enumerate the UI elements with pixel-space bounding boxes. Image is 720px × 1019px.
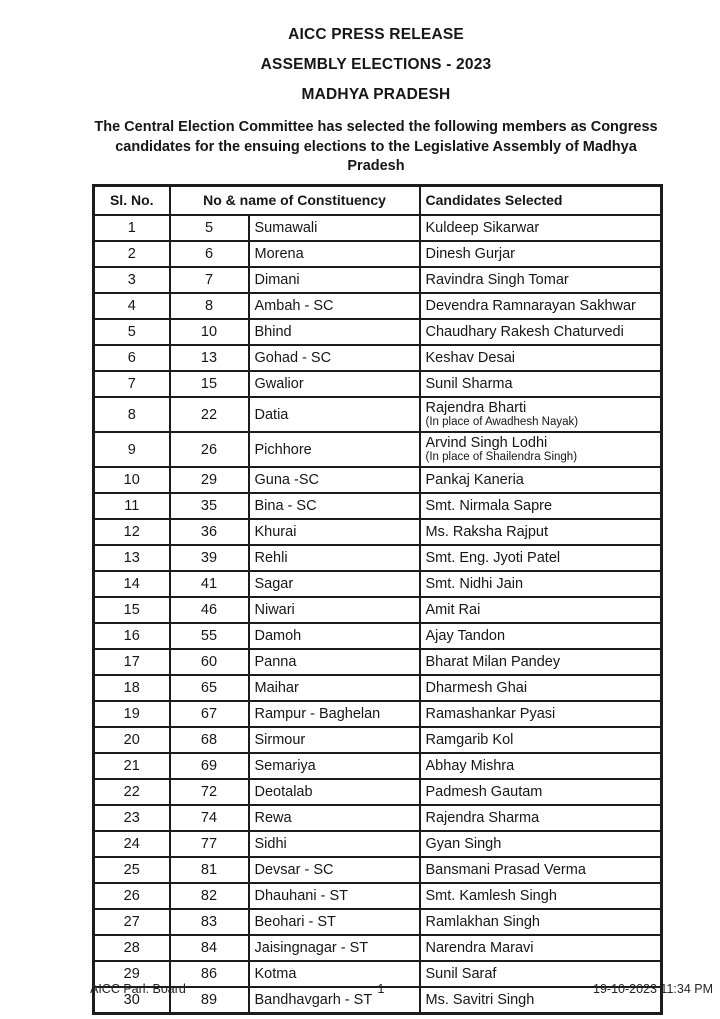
sl-no-cell: 11: [94, 493, 170, 519]
candidate-cell: [420, 293, 662, 319]
candidate-cell: [420, 215, 662, 241]
candidate-name: Narendra Maravi: [425, 940, 534, 956]
constituency-name-cell: Datia: [249, 397, 420, 432]
table-row: [94, 345, 662, 371]
state-title: MADHYA PRADESH: [301, 86, 451, 103]
candidate-cell: [420, 467, 662, 493]
candidate-name: Ajay Tandon: [425, 628, 506, 644]
candidate-name: Gyan Singh: [425, 836, 502, 852]
candidate-cell: [420, 935, 662, 961]
press-release-title: AICC PRESS RELEASE: [288, 26, 464, 43]
constituency-name-cell: Damoh: [249, 623, 420, 649]
sl-no-cell: 14: [94, 571, 170, 597]
table-row: [94, 857, 662, 883]
constituency-name-cell: Guna -SC: [249, 467, 420, 493]
candidate-cell: [420, 857, 662, 883]
table-row: [94, 571, 662, 597]
table-row: [94, 293, 662, 319]
constituency-no-cell: 67: [170, 701, 249, 727]
sl-no-cell: 26: [94, 883, 170, 909]
footer-datetime: 19-10-2023 11:34 PM: [593, 982, 713, 996]
sl-no-cell: 12: [94, 519, 170, 545]
table-body: [94, 215, 662, 1013]
constituency-name-cell: Morena: [249, 241, 420, 267]
candidate-name: Devendra Ramnarayan Sakhwar: [425, 298, 636, 314]
constituency-name-cell: Bandhavgarh - ST: [249, 987, 420, 1013]
table-row: [94, 319, 662, 345]
constituency-no-cell: 55: [170, 623, 249, 649]
candidate-name: Ramgarib Kol: [425, 732, 514, 748]
constituency-name-cell: Beohari - ST: [249, 909, 420, 935]
candidate-cell: [420, 779, 662, 805]
candidate-name: Bansmani Prasad Verma: [425, 862, 586, 878]
table-row: [94, 831, 662, 857]
candidate-cell: [420, 432, 662, 467]
candidate-cell: [420, 831, 662, 857]
constituency-no-cell: 7: [170, 267, 249, 293]
sl-no-cell: 29: [94, 961, 170, 987]
sl-no-cell: 2: [94, 241, 170, 267]
constituency-name-cell: Gwalior: [249, 371, 420, 397]
candidate-cell: [420, 345, 662, 371]
candidate-name: Ms. Savitri Singh: [425, 991, 535, 1008]
sl-no-cell: 22: [94, 779, 170, 805]
table-row: [94, 935, 662, 961]
candidate-note: (In place of Shailendra Singh): [425, 451, 578, 463]
table-row: [94, 371, 662, 397]
constituency-no-cell: 86: [170, 961, 249, 987]
sl-no-cell: 13: [94, 545, 170, 571]
table-row: [94, 883, 662, 909]
sl-no-cell: 20: [94, 727, 170, 753]
elections-title: ASSEMBLY ELECTIONS - 2023: [260, 56, 492, 73]
table-row: [94, 701, 662, 727]
constituency-name-cell: Rampur - Baghelan: [249, 701, 420, 727]
constituency-name-cell: Niwari: [249, 597, 420, 623]
constituency-no-cell: 36: [170, 519, 249, 545]
sl-no-cell: 7: [94, 371, 170, 397]
constituency-no-cell: 68: [170, 727, 249, 753]
constituency-no-cell: 65: [170, 675, 249, 701]
candidate-cell: [420, 675, 662, 701]
table-row: [94, 805, 662, 831]
sl-no-cell: 25: [94, 857, 170, 883]
sl-no-cell: 24: [94, 831, 170, 857]
table-row: [94, 597, 662, 623]
table-row: [94, 727, 662, 753]
candidate-name: Ravindra Singh Tomar: [425, 272, 569, 288]
constituency-no-cell: 26: [170, 432, 249, 467]
candidate-cell: [420, 493, 662, 519]
footer-source-label: AICC Parl. Board: [90, 982, 186, 996]
candidate-name: Kuldeep Sikarwar: [425, 220, 540, 236]
constituency-no-cell: 5: [170, 215, 249, 241]
constituency-name-cell: Devsar - SC: [249, 857, 420, 883]
candidate-cell: [420, 545, 662, 571]
constituency-name-cell: Rewa: [249, 805, 420, 831]
constituency-no-cell: 74: [170, 805, 249, 831]
constituency-name-cell: Panna: [249, 649, 420, 675]
table-row: [94, 623, 662, 649]
table-row: [94, 545, 662, 571]
candidate-cell: [420, 623, 662, 649]
constituency-no-cell: 10: [170, 319, 249, 345]
sl-no-cell: 19: [94, 701, 170, 727]
table-row: [94, 779, 662, 805]
constituency-name-cell: Ambah - SC: [249, 293, 420, 319]
sl-no-cell: 30: [94, 987, 170, 1013]
constituency-name-cell: Sagar: [249, 571, 420, 597]
constituency-no-cell: 72: [170, 779, 249, 805]
candidate-name: Ms. Raksha Rajput: [425, 524, 549, 540]
constituency-name-cell: Dhauhani - ST: [249, 883, 420, 909]
constituency-no-cell: 46: [170, 597, 249, 623]
constituency-name-cell: Bhind: [249, 319, 420, 345]
candidate-cell: [420, 397, 662, 432]
candidate-name: Smt. Kamlesh Singh: [425, 888, 557, 904]
candidate-name: Rajendra Sharma: [425, 810, 540, 826]
constituency-no-cell: 81: [170, 857, 249, 883]
constituency-no-cell: 6: [170, 241, 249, 267]
sl-no-cell: 21: [94, 753, 170, 779]
constituency-no-cell: 8: [170, 293, 249, 319]
sl-no-cell: 23: [94, 805, 170, 831]
sl-no-cell: 9: [94, 432, 170, 467]
candidate-cell: [420, 753, 662, 779]
constituency-name-cell: Pichhore: [249, 432, 420, 467]
table-row: [94, 241, 662, 267]
sl-no-cell: 6: [94, 345, 170, 371]
candidate-cell: [420, 319, 662, 345]
page-footer: [0, 982, 720, 1000]
candidate-cell: [420, 701, 662, 727]
table-row: [94, 649, 662, 675]
candidate-name: Keshav Desai: [425, 350, 515, 366]
intro-line-1: The Central Election Committee has selected the following members as Congress: [94, 119, 658, 135]
candidate-cell: [420, 371, 662, 397]
constituency-name-cell: Semariya: [249, 753, 420, 779]
page-content: [92, 0, 660, 1015]
sl-no-cell: 8: [94, 397, 170, 432]
candidate-cell: [420, 267, 662, 293]
sl-no-cell: 1: [94, 215, 170, 241]
candidate-cell: [420, 597, 662, 623]
candidate-name: Smt. Nidhi Jain: [425, 576, 524, 592]
candidate-cell: [420, 241, 662, 267]
constituency-name-cell: Bina - SC: [249, 493, 420, 519]
candidate-name: Sunil Saraf: [425, 966, 497, 982]
sl-no-cell: 17: [94, 649, 170, 675]
constituency-no-cell: 13: [170, 345, 249, 371]
constituency-name-cell: Sumawali: [249, 215, 420, 241]
candidate-name: Sunil Sharma: [425, 376, 513, 392]
table-row: [94, 467, 662, 493]
candidate-cell: [420, 883, 662, 909]
sl-no-cell: 10: [94, 467, 170, 493]
candidate-name: Padmesh Gautam: [425, 784, 543, 800]
intro-line-2: candidates for the ensuing elections to the Legislative Assembly of Madhya Pradesh: [115, 138, 637, 174]
constituency-name-cell: Kotma: [249, 961, 420, 987]
header-cell-constituency: No & name of Constituency: [170, 185, 420, 215]
constituency-no-cell: 39: [170, 545, 249, 571]
sl-no-cell: 4: [94, 293, 170, 319]
constituency-name-cell: Dimani: [249, 267, 420, 293]
candidates-table: [92, 184, 663, 1015]
candidate-name: Rajendra Bharti: [425, 400, 527, 416]
sl-no-cell: 28: [94, 935, 170, 961]
sl-no-cell: 3: [94, 267, 170, 293]
constituency-name-cell: Jaisingnagar - ST: [249, 935, 420, 961]
sl-no-cell: 5: [94, 319, 170, 345]
constituency-no-cell: 22: [170, 397, 249, 432]
candidate-name: Smt. Nirmala Sapre: [425, 498, 553, 514]
candidate-name: Pankaj Kaneria: [425, 472, 524, 488]
constituency-name-cell: Gohad - SC: [249, 345, 420, 371]
candidate-name: Dharmesh Ghai: [425, 680, 528, 696]
header-cell-candidates: Candidates Selected: [420, 185, 662, 215]
constituency-name-cell: Maihar: [249, 675, 420, 701]
table-row: [94, 675, 662, 701]
table-row: [94, 397, 662, 432]
constituency-name-cell: Rehli: [249, 545, 420, 571]
candidate-note: (In place of Awadhesh Nayak): [425, 416, 579, 428]
candidate-name: Smt. Eng. Jyoti Patel: [425, 550, 561, 566]
constituency-name-cell: Sirmour: [249, 727, 420, 753]
constituency-no-cell: 35: [170, 493, 249, 519]
constituency-no-cell: 83: [170, 909, 249, 935]
constituency-no-cell: 89: [170, 987, 249, 1013]
constituency-no-cell: 82: [170, 883, 249, 909]
sl-no-cell: 18: [94, 675, 170, 701]
candidate-cell: [420, 909, 662, 935]
constituency-no-cell: 84: [170, 935, 249, 961]
constituency-name-cell: Deotalab: [249, 779, 420, 805]
constituency-name-cell: Sidhi: [249, 831, 420, 857]
intro-paragraph: [92, 118, 660, 177]
footer-page-number: 1: [377, 982, 385, 996]
sl-no-cell: 27: [94, 909, 170, 935]
constituency-no-cell: 60: [170, 649, 249, 675]
table-header-row: [94, 185, 662, 215]
table-row: [94, 432, 662, 467]
table-row: [94, 267, 662, 293]
candidate-name: Ramashankar Pyasi: [425, 706, 556, 722]
sl-no-cell: 16: [94, 623, 170, 649]
candidate-cell: [420, 571, 662, 597]
candidate-cell: [420, 727, 662, 753]
table-row: [94, 519, 662, 545]
candidate-name: Amit Rai: [425, 602, 481, 618]
constituency-name-cell: Khurai: [249, 519, 420, 545]
constituency-no-cell: 29: [170, 467, 249, 493]
constituency-no-cell: 77: [170, 831, 249, 857]
constituency-no-cell: 15: [170, 371, 249, 397]
sl-no-cell: 15: [94, 597, 170, 623]
table-row: [94, 493, 662, 519]
candidate-name: Abhay Mishra: [425, 758, 515, 774]
candidate-cell: [420, 805, 662, 831]
candidate-cell: [420, 519, 662, 545]
candidate-name: Chaudhary Rakesh Chaturvedi: [425, 324, 624, 340]
candidate-cell: [420, 649, 662, 675]
candidate-name: Dinesh Gurjar: [425, 246, 515, 262]
constituency-no-cell: 41: [170, 571, 249, 597]
table-row: [94, 753, 662, 779]
constituency-no-cell: 69: [170, 753, 249, 779]
table-row: [94, 909, 662, 935]
candidate-name: Ramlakhan Singh: [425, 914, 540, 930]
header-cell-sl-no: Sl. No.: [94, 185, 170, 215]
candidate-name: Bharat Milan Pandey: [425, 654, 561, 670]
table-row: [94, 215, 662, 241]
candidate-name: Arvind Singh Lodhi: [425, 435, 548, 451]
